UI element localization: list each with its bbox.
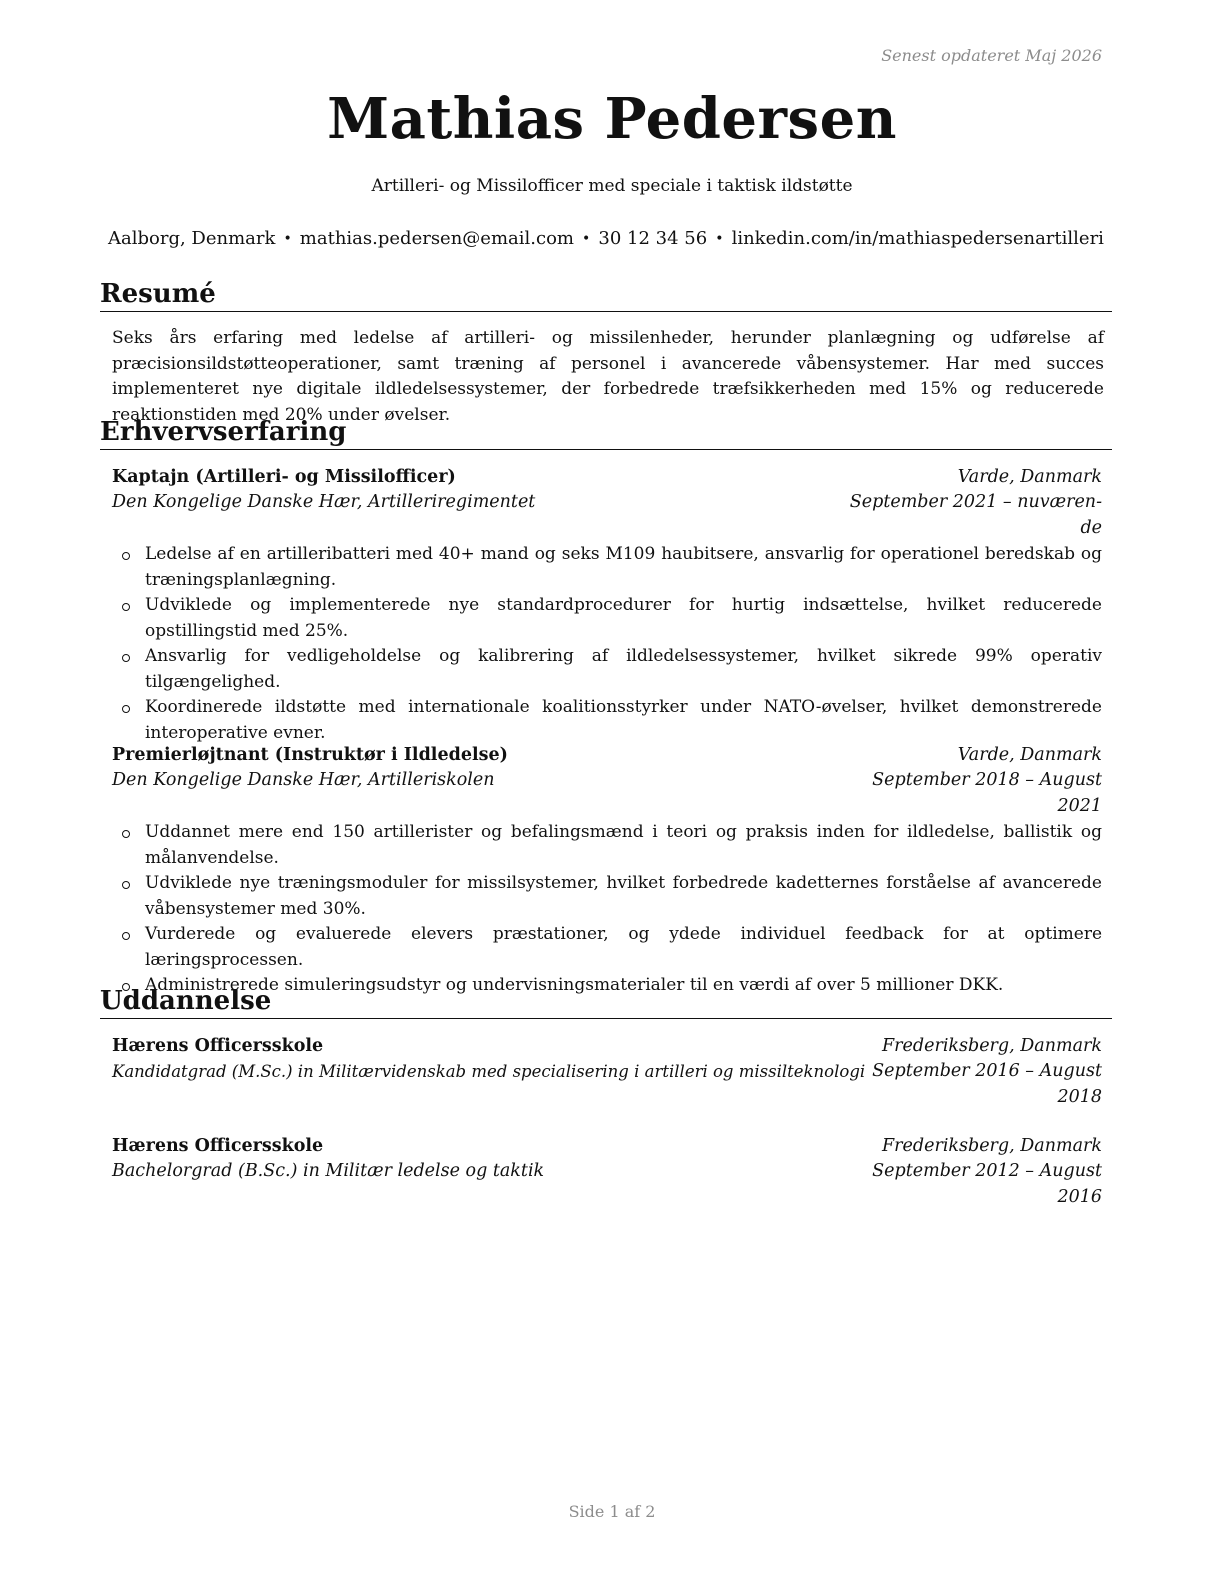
education-dates-continued: 2018: [1057, 1087, 1102, 1107]
job-bullet-list: [120, 542, 1102, 746]
section-title-summary: Resumé: [100, 278, 1112, 312]
job-role: Premierløjtnant (Instruktør i Ildledelse): [112, 745, 508, 765]
job-location: Varde, Danmark: [957, 745, 1102, 765]
circle-bullet-icon: [122, 881, 130, 889]
circle-bullet-icon: [122, 603, 130, 611]
job-dates-continued: de: [1080, 518, 1102, 538]
education-school: Hærens Officersskole: [112, 1036, 324, 1056]
circle-bullet-icon: [122, 830, 130, 838]
list-item-text: Ledelse af en artilleribatteri med 40+ mand og seks M109 haubitsere, ansvarlig for operationel beredskab og træningsplanlægning.: [145, 544, 1102, 590]
list-item-text: Administrerede simuleringsudstyr og undervisningsmaterialer til en værdi af over 5 millioner DKK.: [145, 975, 1004, 995]
list-item-text: Udviklede og implementerede nye standardprocedurer for hurtig indsættelse, hvilket reducerede opstillingstid med 25%.: [145, 595, 1102, 641]
contact-separator: •: [715, 230, 724, 247]
contact-separator: •: [283, 230, 292, 247]
section-title-experience: Erhvervserfaring: [100, 416, 1112, 450]
circle-bullet-icon: [122, 552, 130, 560]
list-item: [120, 922, 1102, 973]
job-dates-continued: 2021: [1057, 796, 1102, 816]
contact-line: [108, 228, 1104, 249]
education-school: Hærens Officersskole: [112, 1136, 324, 1156]
job-bullet-list: [120, 820, 1102, 999]
summary-text: Seks års erfaring med ledelse af artilleri- og missilenheder, herunder planlægning og udførelse af præcisionsildstøtteoperationer, samt træning af personel i avancerede våbensystemer. Har med succes implementeret nye digitale ildledelsessystemer, der forbedrede træfsikkerheden med 15% og reducerede reaktionstiden med 20% under øvelser.: [112, 328, 1104, 425]
list-item-text: Koordinerede ildstøtte med internationale koalitionsstyrker under NATO-øvelser, hvilket demonstrerede interoperative evner.: [145, 697, 1102, 743]
job-organization: Den Kongelige Danske Hær, Artilleriregimentet: [112, 492, 536, 512]
list-item: [120, 593, 1102, 644]
list-item: [120, 695, 1102, 746]
circle-bullet-icon: [122, 654, 130, 662]
list-item: [120, 871, 1102, 922]
list-item: [120, 644, 1102, 695]
candidate-name: Mathias Pedersen: [327, 86, 897, 152]
job-dates: September 2021 – nuværen-: [849, 492, 1102, 512]
contact-phone[interactable]: 30 12 34 56: [598, 228, 708, 249]
job-dates: September 2018 – August: [872, 770, 1102, 790]
contact-email[interactable]: mathias.pedersen@email.com: [299, 228, 574, 249]
education-dates: September 2012 – August: [872, 1161, 1102, 1181]
section-title-education: Uddannelse: [100, 985, 1112, 1019]
education-location: Frederiksberg, Danmark: [882, 1036, 1102, 1056]
circle-bullet-icon: [122, 932, 130, 940]
contact-separator: •: [582, 230, 591, 247]
education-degree: Bachelorgrad (B.Sc.) in Militær ledelse og taktik: [112, 1161, 545, 1181]
education-dates-continued: 2016: [1057, 1187, 1102, 1207]
list-item-text: Vurderede og evaluerede elevers præstationer, og ydede individuel feedback for at optimere læringsprocessen.: [145, 924, 1102, 970]
job-location: Varde, Danmark: [957, 467, 1102, 487]
education-location: Frederiksberg, Danmark: [882, 1136, 1102, 1156]
job-role: Kaptajn (Artilleri- og Missilofficer): [112, 467, 456, 487]
candidate-tagline: Artilleri- og Missilofficer med speciale i taktisk ildstøtte: [371, 176, 853, 196]
list-item-text: Uddannet mere end 150 artillerister og befalingsmænd i teori og praksis inden for ildledelse, ballistik og målanvendelse.: [145, 822, 1102, 868]
page-number: Side 1 af 2: [568, 1502, 656, 1521]
education-degree: Kandidatgrad (M.Sc.) in Militærvidenskab med specialisering i artilleri og missilteknologi: [112, 1062, 866, 1081]
list-item: [120, 542, 1102, 593]
list-item-text: Udviklede nye træningsmoduler for missilsystemer, hvilket forbedrede kadetternes forståelse af avancerede våbensystemer med 30%.: [145, 873, 1102, 919]
list-item: [120, 820, 1102, 871]
education-dates: September 2016 – August: [872, 1061, 1102, 1081]
last-updated-note: Senest opdateret Maj 2026: [881, 46, 1102, 65]
contact-location: Aalborg, Denmark: [108, 228, 276, 249]
list-item-text: Ansvarlig for vedligeholdelse og kalibrering af ildledelsessystemer, hvilket sikrede 99% operativ tilgængelighed.: [145, 646, 1102, 692]
contact-linkedin[interactable]: linkedin.com/in/mathiaspedersenartilleri: [731, 228, 1104, 249]
job-organization: Den Kongelige Danske Hær, Artilleriskolen: [112, 770, 495, 790]
circle-bullet-icon: [122, 705, 130, 713]
